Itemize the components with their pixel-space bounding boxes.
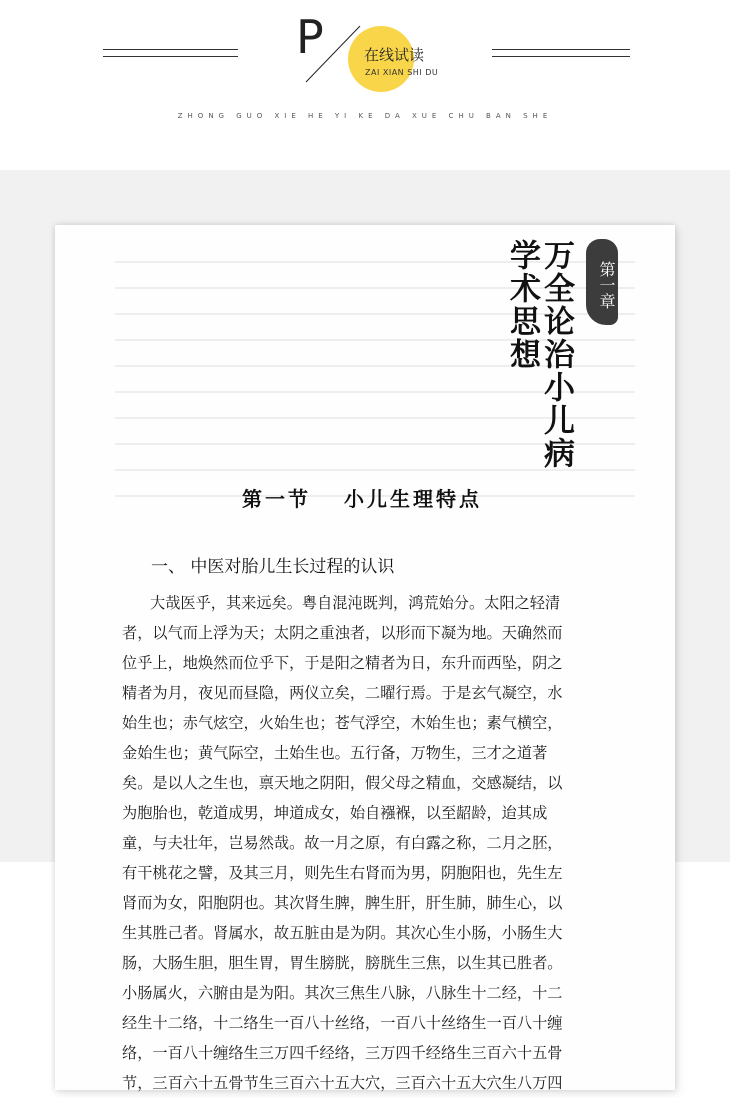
chapter-title-column-2: 学术思想: [504, 239, 540, 371]
subheading: 一、 中医对胎儿生长过程的认识: [151, 557, 395, 577]
text-line: 矣。是以人之生也，禀天地之阴阳，假父母之精血，交感凝结，以: [122, 774, 563, 792]
logo-letter: P: [296, 10, 324, 64]
decorative-double-line-left: [103, 49, 238, 57]
text-line: 络，一百八十缠络生三万四千经络，三万四千经络生三百六十五骨: [122, 1044, 563, 1062]
online-preview-label: 在线试读: [364, 46, 425, 64]
text-line: 金始生也；黄气际空，土始生也。五行备，万物生，三才之道著: [122, 744, 548, 762]
text-line: 者，以气而上浮为天；太阴之重浊者，以形而下凝为地。天确然而: [122, 624, 563, 642]
text-line: 为胞胎也，乾道成男，坤道成女，始自襁褓，以至龆龄，迨其成: [122, 804, 548, 822]
section-title: 第一节 小儿生理特点: [242, 487, 482, 511]
text-line: 位乎上，地焕然而位乎下，于是阳之精者为日，东升而西坠，阴之: [122, 654, 563, 672]
text-line: 始生也；赤气炫空，火始生也；苍气浮空，木始生也；素气横空，: [122, 714, 563, 732]
text-line: 有干桃花之譬，及其三月，则先生右肾而为男，阴胞阳也，先生左: [122, 864, 563, 882]
online-preview-pinyin: ZAI XIAN SHI DU: [365, 68, 439, 77]
text-line: 生其胜己者。肾属水，故五脏由是为阴。其次心生小肠，小肠生大: [122, 924, 563, 942]
text-line: 童，与夫壮年，岂易然哉。故一月之原，有白露之称，二月之胚，: [122, 834, 563, 852]
text-line: 大哉医乎，其来远矣。粤自混沌既判，鸿荒始分。太阳之轻清: [150, 594, 561, 612]
chapter-tag: 第一章: [586, 239, 618, 325]
text-line: 肠，大肠生胆，胆生胃，胃生膀胱，膀胱生三焦，以生其已胜者。: [122, 954, 563, 972]
decorative-double-line-right: [492, 49, 630, 57]
text-line: 经生十二络，十二络生一百八十丝络，一百八十丝络生一百八十缠: [122, 1014, 563, 1032]
text-line: 肾而为女，阳胞阴也。其次肾生脾，脾生肝，肝生肺，肺生心，以: [122, 894, 563, 912]
text-line: 小肠属火，六腑由是为阳。其次三焦生八脉，八脉生十二经，十二: [122, 984, 563, 1002]
publisher-pinyin: ZHONG GUO XIE HE YI KE DA XUE CHU BAN SHE: [177, 112, 553, 120]
text-line: 精者为月，夜见而昼隐，两仪立矣，二曜行焉。于是玄气凝空，水: [122, 684, 563, 702]
body-paragraph: [122, 588, 626, 1098]
book-page: [55, 225, 675, 1090]
chapter-title-column-1: 万全论治小儿病: [538, 239, 574, 470]
header: [0, 0, 730, 170]
text-line: 节，三百六十五骨节生三百六十五大穴，三百六十五大穴生八万四: [122, 1074, 563, 1092]
